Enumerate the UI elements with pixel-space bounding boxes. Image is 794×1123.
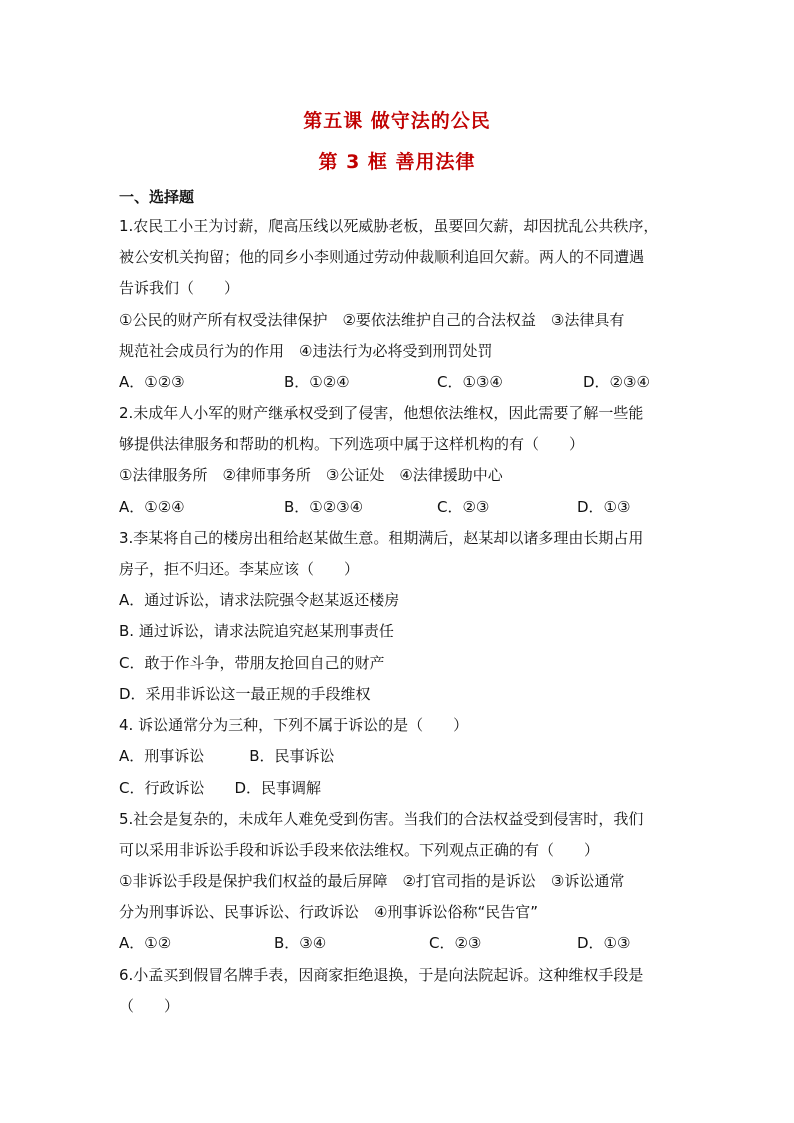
question-2-line-1: 2.未成年人小军的财产继承权受到了侵害，他想依法维权，因此需要了解一些能 bbox=[119, 404, 644, 422]
section-heading: 一、选择题 bbox=[119, 188, 195, 206]
question-1-option-b: B．①②④ bbox=[284, 373, 350, 391]
question-2-line-2: 够提供法律服务和帮助的机构。下列选项中属于这样机构的有（ ） bbox=[119, 435, 585, 453]
question-3-option-d: D．采用非诉讼这一最正规的手段维权 bbox=[119, 685, 371, 703]
question-1-line-4: ①公民的财产所有权受法律保护 ②要依法维护自己的合法权益 ③法律具有 bbox=[119, 311, 625, 329]
question-6-line-1: 6.小孟买到假冒名牌手表，因商家拒绝退换，于是向法院起诉。这种维权手段是 bbox=[119, 966, 644, 984]
question-2-option-b: B．①②③④ bbox=[284, 498, 364, 516]
question-5-option-b: B．③④ bbox=[274, 934, 327, 952]
question-5-line-2: 可以采用非诉讼手段和诉讼手段来依法维权。下列观点正确的有（ ） bbox=[119, 841, 600, 859]
question-5-line-3: ①非诉讼手段是保护我们权益的最后屏障 ②打官司指的是诉讼 ③诉讼通常 bbox=[119, 872, 625, 890]
lesson-title: 第五课 做守法的公民 bbox=[303, 110, 491, 132]
question-2-option-c: C．②③ bbox=[437, 498, 490, 516]
question-1-line-5: 规范社会成员行为的作用 ④违法行为必将受到刑罚处罚 bbox=[119, 342, 493, 360]
question-1-option-d: D．②③④ bbox=[583, 373, 650, 391]
question-1-line-1: 1.农民工小王为讨薪，爬高压线以死威胁老板，虽要回欠薪，却因扰乱公共秩序， bbox=[119, 217, 659, 235]
question-1-option-c: C．①③④ bbox=[437, 373, 503, 391]
question-4-options-cd: C．行政诉讼 D．民事调解 bbox=[119, 779, 322, 797]
question-3-option-c: C．敢于作斗争，带朋友抢回自己的财产 bbox=[119, 654, 385, 672]
question-2-line-3: ①法律服务所 ②律师事务所 ③公证处 ④法律援助中心 bbox=[119, 466, 503, 484]
question-5-line-1: 5.社会是复杂的，未成年人难免受到伤害。当我们的合法权益受到侵害时，我们 bbox=[119, 810, 644, 828]
question-4-options-ab: A．刑事诉讼 B．民事诉讼 bbox=[119, 747, 335, 765]
question-1-line-3: 告诉我们（ ） bbox=[119, 279, 240, 297]
section-subtitle: 第 3 框 善用法律 bbox=[318, 151, 476, 173]
question-5-option-a: A．①② bbox=[119, 934, 172, 952]
question-3-option-b: B. 通过诉讼，请求法院追究赵某刑事责任 bbox=[119, 622, 394, 640]
question-5-line-4: 分为刑事诉讼、民事诉讼、行政诉讼 ④刑事诉讼俗称“民告官” bbox=[119, 903, 538, 921]
question-5-option-d: D．①③ bbox=[577, 934, 631, 952]
question-3-option-a: A．通过诉讼，请求法院强令赵某返还楼房 bbox=[119, 591, 400, 609]
question-6-line-2: （ ） bbox=[119, 997, 180, 1015]
question-4-line-1: 4. 诉讼通常分为三种，下列不属于诉讼的是（ ） bbox=[119, 716, 469, 734]
question-1-option-a: A．①②③ bbox=[119, 373, 185, 391]
question-2-option-d: D．①③ bbox=[577, 498, 631, 516]
question-3-line-1: 3.李某将自己的楼房出租给赵某做生意。租期满后，赵某却以诸多理由长期占用 bbox=[119, 529, 644, 547]
question-1-line-2: 被公安机关拘留；他的同乡小李则通过劳动仲裁顺利追回欠薪。两人的不同遭遇 bbox=[119, 248, 645, 266]
question-3-line-2: 房子，拒不归还。李某应该（ ） bbox=[119, 560, 360, 578]
question-2-option-a: A．①②④ bbox=[119, 498, 185, 516]
question-5-option-c: C．②③ bbox=[429, 934, 482, 952]
